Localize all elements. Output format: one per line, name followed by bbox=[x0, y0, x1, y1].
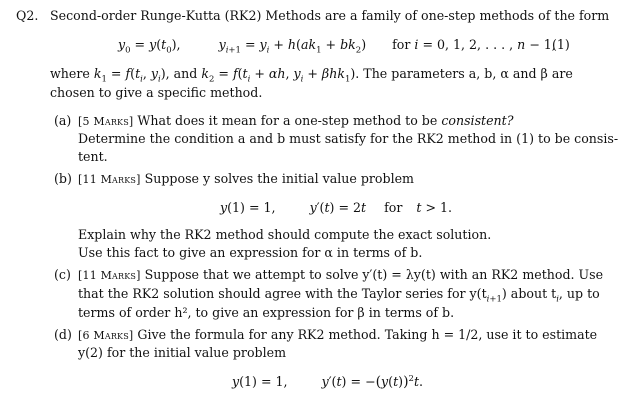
part-b-line1: [11 Marks] Suppose y solves the initial value problem bbox=[78, 171, 415, 186]
part-d-ivp: y(1) = 1, $y'(t) = -(y(t))^2t$. bbox=[232, 373, 424, 390]
part-b-ivp: y(1) = 1, y′(t) = 2t for t > 1. bbox=[220, 200, 453, 215]
chosen-line: chosen to give a specific method. bbox=[50, 85, 263, 100]
part-d-line1: [6 Marks] Give the formula for any RK2 method. Taking h = 1/2, use it to estimate bbox=[78, 327, 598, 342]
part-b-line3: Use this fact to give an expression for α in terms of b. bbox=[78, 245, 423, 260]
part-c-marks: [11 Marks] bbox=[78, 269, 141, 282]
part-a-line2: Determine the condition a and b must satisfy for the RK2 method in (1) to be consis- bbox=[78, 131, 619, 146]
question-intro: Second-order Runge-Kutta (RK2) Methods are a family of one-step methods of the form bbox=[50, 8, 610, 23]
part-d-label: (d) bbox=[54, 327, 72, 342]
where-line: where $k_1 = f(t_i$, $y_i$), and $k_2 = f(t_i + \alpha h$, $y_i + \beta hk_1$). The parameters a, b, α and β are bbox=[50, 66, 573, 85]
part-c-line1: [11 Marks] Suppose that we attempt to solve y′(t) = λy(t) with an RK2 method. Use bbox=[78, 267, 604, 282]
part-d-marks: [6 Marks] bbox=[78, 329, 134, 342]
part-a-label: (a) bbox=[54, 113, 72, 128]
part-c-line2: that the RK2 solution should agree with the Taylor series for $y(t_{i+1})$ about $t_i$, up to bbox=[78, 286, 600, 305]
part-d-line2: y(2) for the initial value problem bbox=[78, 345, 287, 360]
part-b-line2: Explain why the RK2 method should compute the exact solution. bbox=[78, 227, 492, 242]
equation-number: (1) bbox=[552, 37, 570, 52]
part-c-label: (c) bbox=[54, 267, 71, 282]
display-equation-1: $y_0 = y(t_0)$, $y_{i+1} = y_i + h(ak_1 + bk_2)$ for i = 0, 1, 2, . . . , n − 1, bbox=[118, 37, 556, 56]
part-b-label: (b) bbox=[54, 171, 72, 186]
part-a-line3: tent. bbox=[78, 149, 108, 164]
part-b-marks: [11 Marks] bbox=[78, 173, 141, 186]
part-c-line3: terms of order h², to give an expression for β in terms of b. bbox=[78, 305, 455, 320]
part-a-line1: [5 Marks] What does it mean for a one-step method to be consistent? bbox=[78, 113, 514, 128]
question-number: Q2. bbox=[16, 8, 39, 23]
part-a-marks: [5 Marks] bbox=[78, 115, 134, 128]
